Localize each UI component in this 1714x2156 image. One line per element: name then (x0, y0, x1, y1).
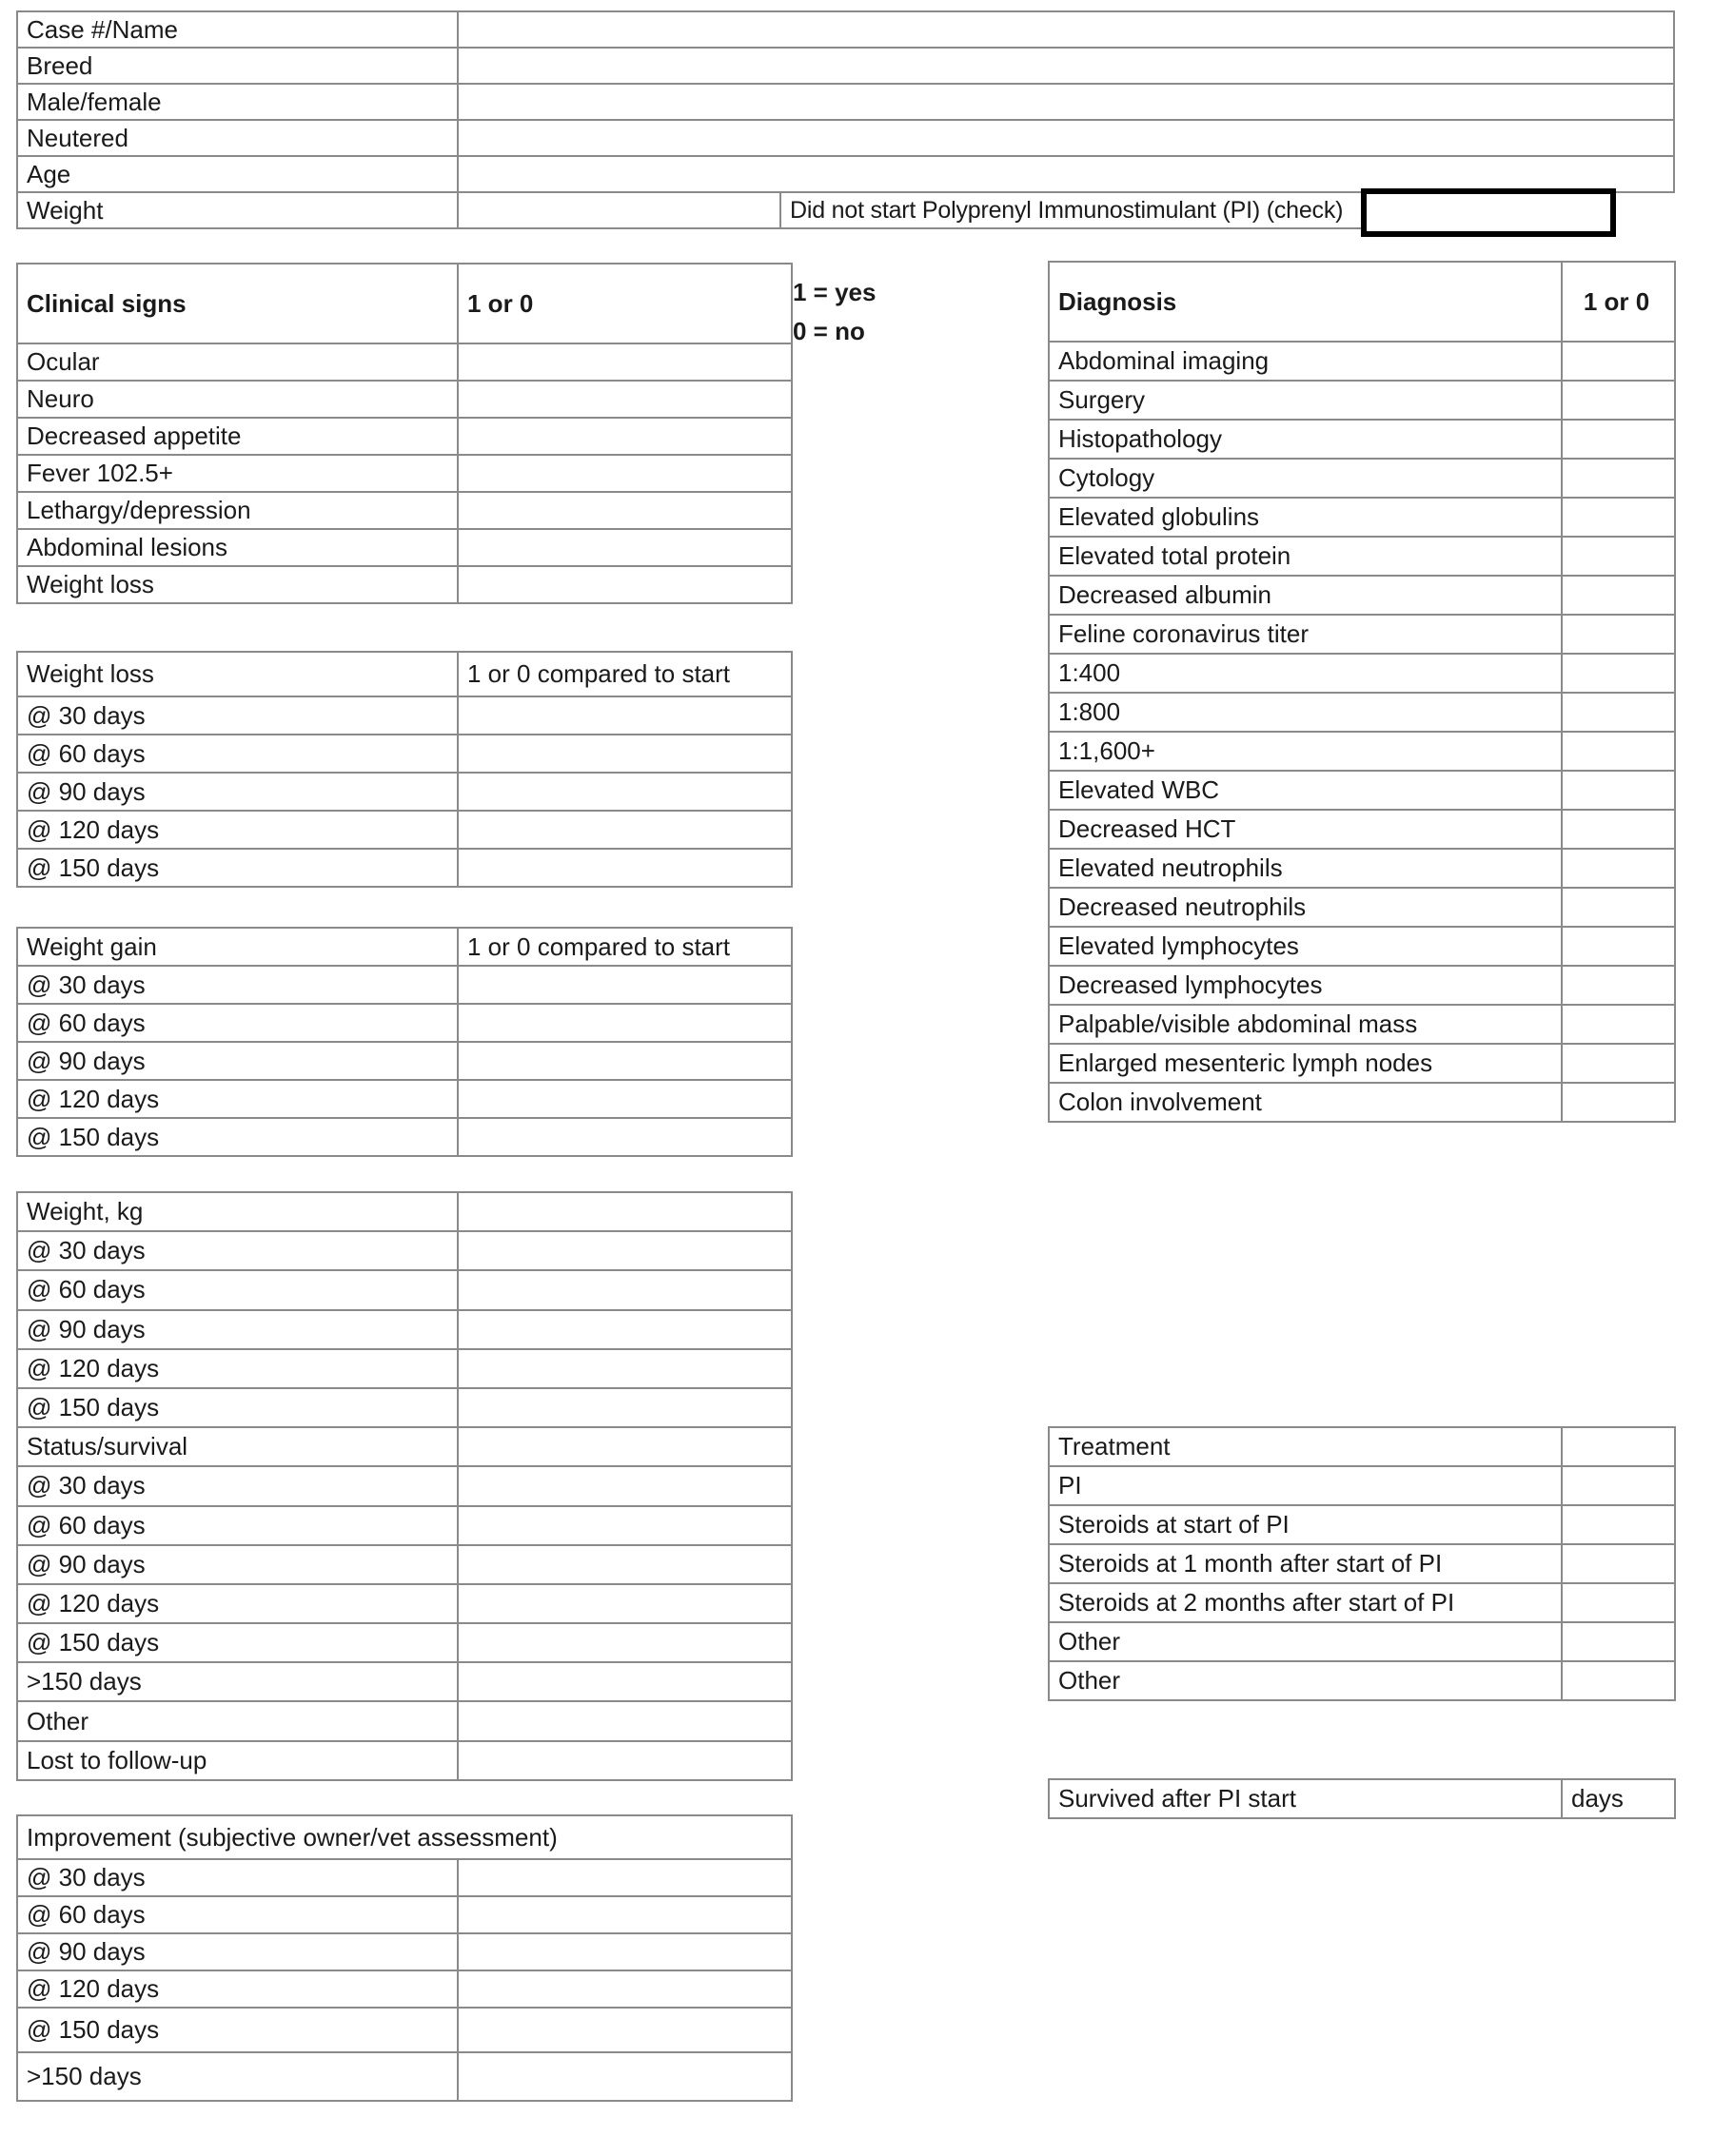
table-title: Weight loss (17, 652, 458, 696)
row-label: @ 90 days (17, 1545, 458, 1584)
row-label: Neuro (17, 381, 458, 418)
value-cell[interactable] (1562, 420, 1675, 459)
row-label: Decreased neutrophils (1049, 888, 1562, 927)
value-cell[interactable] (458, 1004, 792, 1042)
table-row (17, 1349, 792, 1388)
row-label: Weight, kg (17, 1192, 458, 1231)
row-label: Elevated lymphocytes (1049, 927, 1562, 966)
table-row (1049, 1583, 1675, 1622)
table-row (1049, 1779, 1675, 1818)
table-row (1049, 888, 1675, 927)
row-label: Cytology (1049, 459, 1562, 498)
legend-note (793, 273, 876, 351)
table-row (17, 418, 792, 455)
row-label: Abdominal lesions (17, 529, 458, 566)
table-row (17, 529, 792, 566)
value-cell[interactable] (1562, 342, 1675, 381)
table-row (17, 1623, 792, 1662)
row-label: Decreased lymphocytes (1049, 966, 1562, 1005)
row-label: @ 90 days (17, 773, 458, 811)
row-label: Steroids at 2 months after start of PI (1049, 1583, 1562, 1622)
table-row (17, 1662, 792, 1701)
row-label: Case #/Name (17, 11, 458, 48)
row-label: @ 120 days (17, 1349, 458, 1388)
value-cell[interactable] (1562, 459, 1675, 498)
table-header-row (1049, 262, 1675, 342)
row-label: Neutered (17, 120, 458, 156)
row-label: Weight loss (17, 566, 458, 603)
table-title: Diagnosis (1049, 262, 1562, 342)
row-label: Elevated total protein (1049, 537, 1562, 576)
table-header-row (17, 264, 792, 343)
value-cell[interactable] (458, 811, 792, 849)
table-row (17, 11, 1674, 48)
value-cell[interactable] (458, 1623, 792, 1662)
table-row (1049, 498, 1675, 537)
value-cell[interactable] (1562, 1005, 1675, 1044)
row-label: @ 90 days (17, 1933, 458, 1970)
table-row (17, 811, 792, 849)
table-row (17, 343, 792, 381)
row-label: @ 120 days (17, 811, 458, 849)
table-row (17, 1080, 792, 1118)
row-label: Other (17, 1701, 458, 1740)
table-header-row (17, 652, 792, 696)
table-row (1049, 1466, 1675, 1505)
value-cell[interactable] (458, 1545, 792, 1584)
value-cell[interactable] (1562, 771, 1675, 810)
value-header: 1 or 0 (1562, 262, 1675, 342)
table-row (17, 1741, 792, 1780)
row-label: Age (17, 156, 458, 192)
legend-line-no: 0 = no (793, 317, 865, 345)
row-label: @ 30 days (17, 1231, 458, 1270)
table-row (17, 1506, 792, 1545)
row-label: @ 30 days (17, 966, 458, 1004)
row-label: Breed (17, 48, 458, 84)
value-cell[interactable] (1562, 1661, 1675, 1700)
value-cell[interactable] (458, 1933, 792, 1970)
row-label: @ 120 days (17, 1970, 458, 2008)
table-row (17, 849, 792, 887)
value-cell[interactable] (458, 2052, 792, 2101)
row-label: Surgery (1049, 381, 1562, 420)
case-name-field[interactable] (458, 11, 1674, 48)
value-cell[interactable] (1562, 810, 1675, 849)
row-label: Elevated neutrophils (1049, 849, 1562, 888)
value-cell[interactable] (1562, 654, 1675, 693)
diagnosis-table (1048, 261, 1676, 1123)
table-row (17, 1042, 792, 1080)
value-cell[interactable] (458, 1466, 792, 1505)
table-row (1049, 1544, 1675, 1583)
table-row (1049, 1044, 1675, 1083)
table-row (17, 2052, 792, 2101)
table-row (17, 1466, 792, 1505)
table-row (1049, 654, 1675, 693)
value-cell[interactable] (458, 418, 792, 455)
table-row (17, 696, 792, 735)
table-header-row (1049, 1427, 1675, 1466)
row-label: Other (1049, 1622, 1562, 1661)
value-cell[interactable] (1562, 576, 1675, 615)
value-header: 1 or 0 compared to start (458, 928, 792, 966)
table-row (1049, 693, 1675, 732)
table-row (17, 735, 792, 773)
table-row (1049, 537, 1675, 576)
table-title: Improvement (subjective owner/vet assessment) (17, 1815, 792, 1859)
row-label: Elevated globulins (1049, 498, 1562, 537)
table-row (17, 156, 1674, 192)
table-row (1049, 342, 1675, 381)
table-row (1049, 966, 1675, 1005)
row-label: PI (1049, 1466, 1562, 1505)
table-row (17, 1584, 792, 1623)
row-label: Steroids at 1 month after start of PI (1049, 1544, 1562, 1583)
weight-gain-table (16, 927, 793, 1157)
table-row (17, 455, 792, 492)
value-cell[interactable] (1562, 849, 1675, 888)
weight-loss-table (16, 651, 793, 888)
value-cell[interactable] (458, 735, 792, 773)
value-cell[interactable] (1562, 1505, 1675, 1544)
value-cell[interactable] (458, 773, 792, 811)
row-label: Fever 102.5+ (17, 455, 458, 492)
value-cell[interactable] (458, 1231, 792, 1270)
table-row (1049, 1005, 1675, 1044)
row-label: Steroids at start of PI (1049, 1505, 1562, 1544)
value-header: 1 or 0 compared to start (458, 652, 792, 696)
value-cell[interactable] (1562, 927, 1675, 966)
value-cell[interactable] (458, 1662, 792, 1701)
table-row (1049, 849, 1675, 888)
table-row (17, 1933, 792, 1970)
table-title: Clinical signs (17, 264, 458, 343)
row-label: @ 60 days (17, 1270, 458, 1309)
row-label: Decreased HCT (1049, 810, 1562, 849)
value-cell[interactable] (1562, 1622, 1675, 1661)
table-row (1049, 615, 1675, 654)
clinical-signs-table (16, 263, 793, 604)
value-cell[interactable] (1562, 732, 1675, 771)
table-row (17, 1896, 792, 1933)
row-label: @ 150 days (17, 849, 458, 887)
table-row (17, 1004, 792, 1042)
value-cell[interactable] (458, 1896, 792, 1933)
value-cell[interactable] (458, 529, 792, 566)
survived-table (1048, 1778, 1676, 1819)
row-label: 1:400 (1049, 654, 1562, 693)
table-row (17, 48, 1674, 84)
did-not-start-pi-checkbox[interactable] (1361, 188, 1616, 237)
value-cell[interactable] (458, 343, 792, 381)
table-row (17, 1118, 792, 1156)
sex-field[interactable] (458, 84, 1674, 120)
row-label: Palpable/visible abdominal mass (1049, 1005, 1562, 1044)
value-header: 1 or 0 (458, 264, 792, 343)
table-row (1049, 1661, 1675, 1700)
value-cell[interactable] (1562, 693, 1675, 732)
legend-line-yes: 1 = yes (793, 278, 877, 306)
row-label: @ 60 days (17, 735, 458, 773)
table-row (17, 1970, 792, 2008)
neutered-field[interactable] (458, 120, 1674, 156)
value-cell[interactable] (458, 381, 792, 418)
value-cell[interactable] (458, 1506, 792, 1545)
row-label: @ 150 days (17, 1623, 458, 1662)
value-cell[interactable] (1562, 1583, 1675, 1622)
table-row (17, 492, 792, 529)
table-row (17, 966, 792, 1004)
table-row (1049, 459, 1675, 498)
value-cell[interactable] (1562, 888, 1675, 927)
table-title: Treatment (1049, 1427, 1562, 1466)
table-row (1049, 771, 1675, 810)
row-label: Feline coronavirus titer (1049, 615, 1562, 654)
row-label: Histopathology (1049, 420, 1562, 459)
value-cell[interactable] (458, 2008, 792, 2052)
value-cell[interactable] (458, 1349, 792, 1388)
table-row (17, 1701, 792, 1740)
table-row (1049, 420, 1675, 459)
row-label: 1:1,600+ (1049, 732, 1562, 771)
value-cell[interactable] (458, 1270, 792, 1309)
table-row (17, 1388, 792, 1427)
row-label: Enlarged mesenteric lymph nodes (1049, 1044, 1562, 1083)
treatment-table (1048, 1426, 1676, 1701)
row-label: @ 90 days (17, 1310, 458, 1349)
table-row (17, 2008, 792, 2052)
row-label: Survived after PI start (1049, 1779, 1562, 1818)
table-row (17, 120, 1674, 156)
row-label: @ 60 days (17, 1004, 458, 1042)
table-row (17, 1231, 792, 1270)
value-cell[interactable] (458, 1042, 792, 1080)
value-cell[interactable] (458, 1118, 792, 1156)
value-cell[interactable] (458, 1310, 792, 1349)
value-cell[interactable] (458, 1741, 792, 1780)
row-label: Abdominal imaging (1049, 342, 1562, 381)
table-row (17, 84, 1674, 120)
table-title: Weight gain (17, 928, 458, 966)
age-field[interactable] (458, 156, 1674, 192)
value-cell[interactable] (458, 696, 792, 735)
table-row (17, 1310, 792, 1349)
value-cell[interactable] (1562, 1044, 1675, 1083)
row-label: @ 120 days (17, 1584, 458, 1623)
table-header-row (17, 1815, 792, 1859)
row-label: @ 150 days (17, 1388, 458, 1427)
row-label: @ 30 days (17, 1466, 458, 1505)
row-label: @ 150 days (17, 2008, 458, 2052)
table-row (1049, 1083, 1675, 1122)
row-label: @ 30 days (17, 1859, 458, 1896)
table-row (17, 773, 792, 811)
table-header-row (17, 928, 792, 966)
row-label: @ 120 days (17, 1080, 458, 1118)
value-cell[interactable] (458, 1584, 792, 1623)
value-cell[interactable] (458, 1427, 792, 1466)
row-label: @ 150 days (17, 1118, 458, 1156)
value-cell[interactable] (458, 1701, 792, 1740)
survived-days-unit[interactable]: days (1562, 1779, 1675, 1818)
table-row (17, 1192, 792, 1231)
improvement-table (16, 1814, 793, 2102)
row-label: @ 30 days (17, 696, 458, 735)
row-label: >150 days (17, 2052, 458, 2101)
table-row (1049, 1505, 1675, 1544)
table-row (1049, 810, 1675, 849)
value-cell[interactable] (1562, 1544, 1675, 1583)
value-cell[interactable] (1562, 615, 1675, 654)
value-cell[interactable] (458, 1859, 792, 1896)
row-label: @ 60 days (17, 1896, 458, 1933)
value-cell[interactable] (458, 566, 792, 603)
row-label: Status/survival (17, 1427, 458, 1466)
table-row (1049, 927, 1675, 966)
row-label: 1:800 (1049, 693, 1562, 732)
value-cell[interactable] (458, 1970, 792, 2008)
value-cell[interactable] (458, 492, 792, 529)
table-row (1049, 381, 1675, 420)
table-row (1049, 1622, 1675, 1661)
table-row (1049, 732, 1675, 771)
row-label: Decreased albumin (1049, 576, 1562, 615)
value-cell[interactable] (458, 1080, 792, 1118)
table-row (17, 1545, 792, 1584)
breed-field[interactable] (458, 48, 1674, 84)
table-row (17, 381, 792, 418)
row-label: @ 60 days (17, 1506, 458, 1545)
row-label: Decreased appetite (17, 418, 458, 455)
table-row (1049, 576, 1675, 615)
row-label: >150 days (17, 1662, 458, 1701)
value-cell[interactable] (1562, 537, 1675, 576)
row-label: Lethargy/depression (17, 492, 458, 529)
value-cell[interactable] (458, 849, 792, 887)
value-cell[interactable] (1562, 1466, 1675, 1505)
row-label: Elevated WBC (1049, 771, 1562, 810)
value-cell[interactable] (1562, 498, 1675, 537)
value-cell[interactable] (1562, 1427, 1675, 1466)
value-cell[interactable] (458, 966, 792, 1004)
row-label: Lost to follow-up (17, 1741, 458, 1780)
table-row (17, 566, 792, 603)
weight-kg-status-table (16, 1191, 793, 1781)
value-cell[interactable] (1562, 381, 1675, 420)
row-label: Colon involvement (1049, 1083, 1562, 1122)
value-cell[interactable] (1562, 966, 1675, 1005)
row-label: @ 90 days (17, 1042, 458, 1080)
value-cell[interactable] (1562, 1083, 1675, 1122)
row-label: Weight (17, 192, 458, 228)
pi-note-label: Did not start Polyprenyl Immunostimulant (PI) (check) (780, 192, 1363, 228)
value-cell[interactable] (458, 1388, 792, 1427)
row-label: Male/female (17, 84, 458, 120)
value-cell[interactable] (458, 455, 792, 492)
table-row (17, 1270, 792, 1309)
table-row (17, 1859, 792, 1896)
row-label: Other (1049, 1661, 1562, 1700)
value-cell[interactable] (458, 1192, 792, 1231)
table-row (17, 1427, 792, 1466)
weight-field[interactable] (458, 192, 780, 228)
row-label: Ocular (17, 343, 458, 381)
